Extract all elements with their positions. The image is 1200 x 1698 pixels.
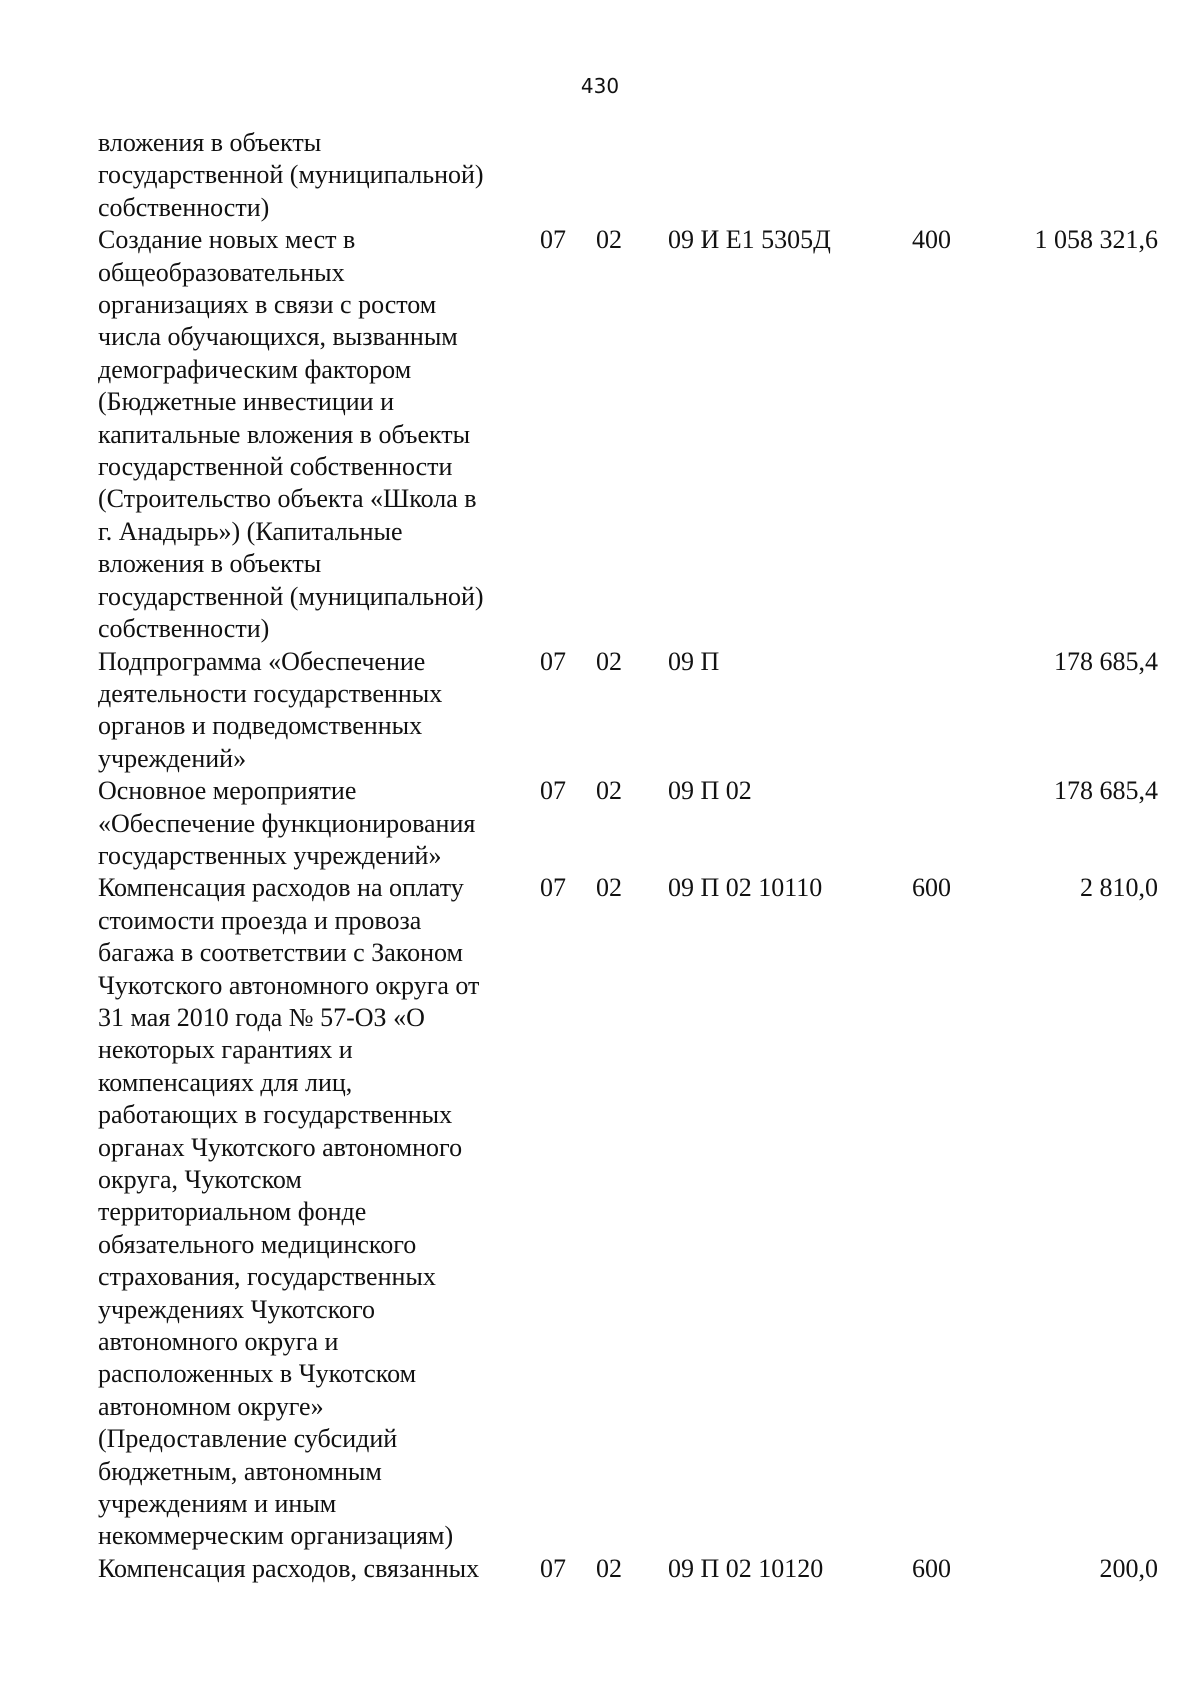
subsection-code: 02 (596, 1553, 622, 1583)
amount: 178 685,4 (1054, 776, 1158, 806)
expense-name: Основное мероприятие «Обеспечение функционирования государственных учреждений» (98, 776, 476, 870)
subsection-code: 02 (596, 225, 622, 255)
expense-type-code: 400 (912, 225, 951, 255)
target-article-code: 09 П (668, 646, 720, 676)
amount: 178 685,4 (1054, 646, 1158, 676)
section-code: 07 (540, 646, 566, 676)
budget-table (98, 127, 1158, 1585)
amount: 1 058 321,6 (1034, 225, 1158, 255)
table-row (98, 646, 1158, 776)
table-row (98, 775, 1158, 872)
table-row (98, 872, 1158, 1553)
subsection-code: 02 (596, 776, 622, 806)
expense-name: Создание новых мест в общеобразовательных организациях в связи с ростом числа обучающихся, вызванным демографическим фактором (Бюджетные инвестиции и капитальные вложения в объекты государственной собственности (Строительство объекта «Школа в г. Анадырь») (Капитальные вложения в объекты государственной (муниципальной) собственности) (98, 225, 484, 644)
expense-name: Подпрограмма «Обеспечение деятельности государственных органов и подведомственных учреждений» (98, 646, 443, 773)
expense-name: Компенсация расходов, связанных (98, 1553, 480, 1583)
subsection-code: 02 (596, 646, 622, 676)
target-article-code: 09 П 02 10110 (668, 873, 823, 903)
target-article-code: 09 П 02 10120 (668, 1553, 824, 1583)
table-row (98, 224, 1158, 645)
target-article-code: 09 И Е1 5305Д (668, 225, 831, 255)
table-row (98, 1553, 1158, 1585)
table-row (98, 127, 1158, 224)
expense-type-code: 600 (912, 1553, 951, 1583)
target-article-code: 09 П 02 (668, 776, 752, 806)
page-number: 430 (580, 74, 620, 98)
amount: 200,0 (1099, 1553, 1158, 1583)
section-code: 07 (540, 873, 566, 903)
amount: 2 810,0 (1080, 873, 1158, 903)
expense-name: вложения в объекты государственной (муниципальной) собственности) (98, 128, 484, 222)
section-code: 07 (540, 225, 566, 255)
expense-name: Компенсация расходов на оплату стоимости проезда и провоза багажа в соответствии с Законом Чукотского автономного округа от 31 мая 2010 года № 57-ОЗ «О некоторых гарантиях и компенсациях для лиц, работающих в государственных органах Чукотского автономного округа, Чукотском территориальном фонде обязательного медицинского страхования, государственных учреждениях Чукотского автономного округа и расположенных в Чукотском автономном округе» (Предоставление субсидий бюджетным, автономным учреждениям и иным некоммерческим организациям) (98, 873, 480, 1551)
expense-type-code: 600 (912, 873, 951, 903)
section-code: 07 (540, 1553, 566, 1583)
subsection-code: 02 (596, 873, 622, 903)
section-code: 07 (540, 776, 566, 806)
